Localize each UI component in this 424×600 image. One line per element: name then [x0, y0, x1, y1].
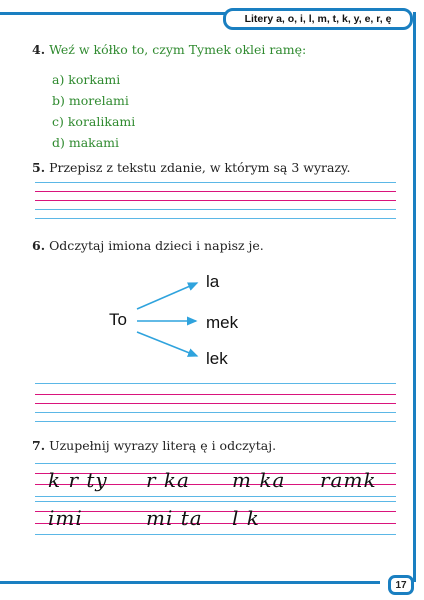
task5-text: Przepisz z tekstu zdanie, w którym są 3 wyrazy.	[49, 160, 351, 175]
task7-word-2[interactable]: r ka	[146, 468, 190, 492]
task4-option-c[interactable]: c) koralikami	[52, 114, 136, 129]
task6-ending-mek: mek	[206, 313, 239, 332]
task5-number: 5.	[32, 160, 46, 175]
task7-number: 7.	[32, 438, 46, 453]
task6-number: 6.	[32, 238, 46, 253]
task7-text: Uzupełnij wyrazy literą ę i odczytaj.	[49, 438, 277, 453]
task7-prompt	[32, 438, 276, 453]
task4-option-d[interactable]: d) makami	[52, 135, 120, 150]
task4-option-b[interactable]: b) morelami	[52, 93, 129, 108]
task7-word-4[interactable]: ramk	[320, 468, 377, 492]
task7-word-3[interactable]: m ka	[232, 468, 286, 492]
task6-ending-lek: lek	[206, 349, 228, 368]
task7-word-7[interactable]: l k	[232, 506, 260, 530]
task6-stem: To	[109, 310, 127, 329]
task4-option-a[interactable]: a) korkami	[52, 72, 121, 87]
task6-ending-la: la	[206, 272, 220, 291]
task4-text: Weź w kółko to, czym Tymek oklei ramę:	[49, 42, 307, 57]
task7-word-1[interactable]: k r ty	[48, 468, 108, 492]
page-number: 17	[388, 575, 414, 595]
arrow-down	[137, 332, 197, 356]
header-title: Litery a, o, i, l, m, t, k, y, e, r, ę	[223, 8, 413, 30]
task4-number: 4.	[32, 42, 46, 57]
task7-word-5[interactable]: imi	[48, 506, 83, 530]
task6-text: Odczytaj imiona dzieci i napisz je.	[49, 238, 264, 253]
arrow-up	[137, 283, 197, 309]
task7-word-6[interactable]: mi ta	[146, 506, 203, 530]
